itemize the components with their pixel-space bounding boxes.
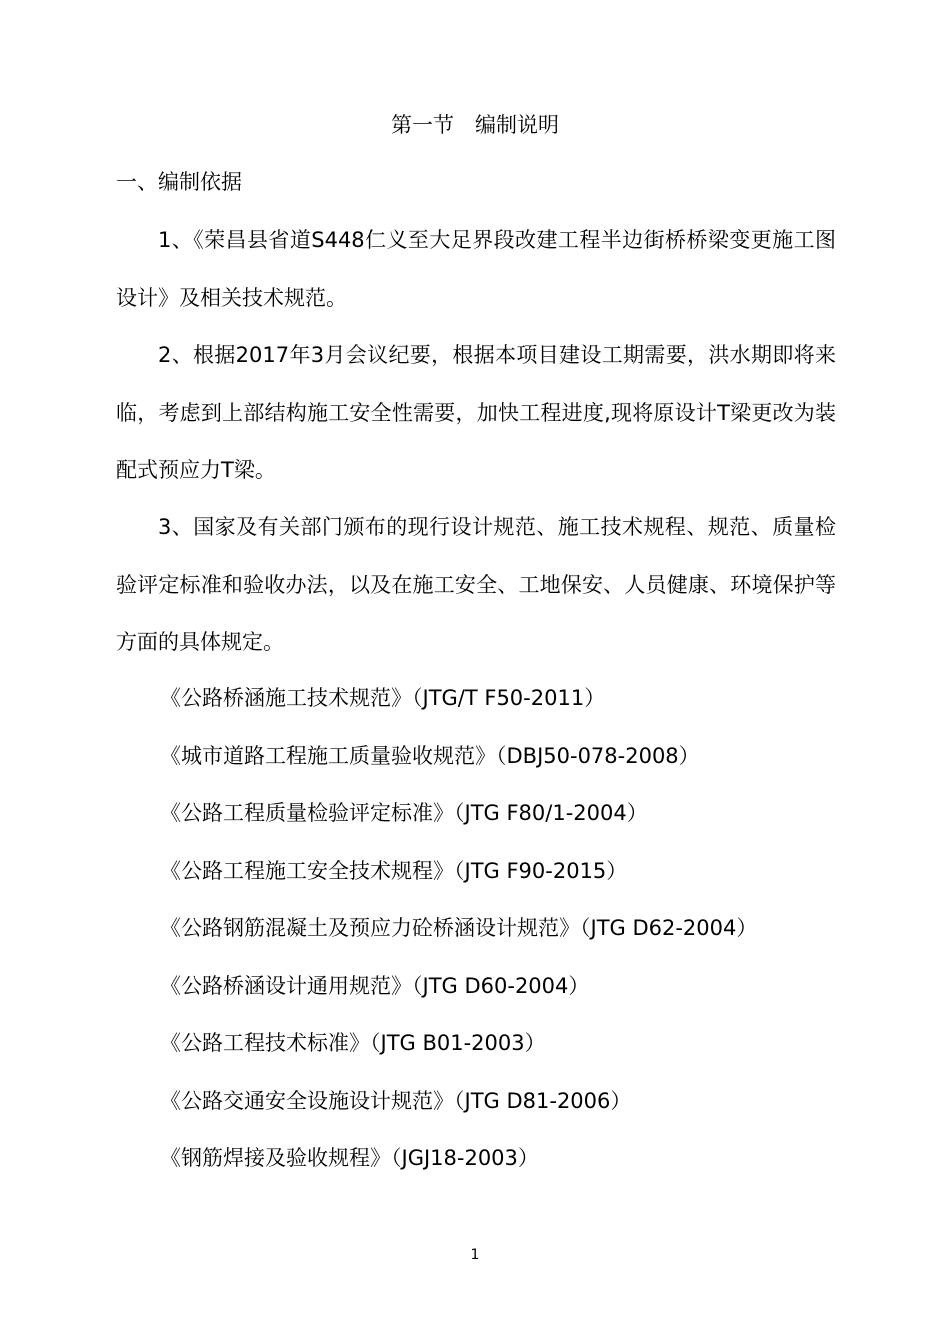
paragraph-2: 2、根据2017年3月会议纪要，根据本项目建设工期需要，洪水期即将来临，考虑到上部结构施工安全性需要，加快工程进度,现将原设计T梁更改为装配式预应力T梁。: [116, 343, 836, 482]
reference-item: 《公路交通安全设施设计规范》（JTG D81-2006）: [160, 1088, 632, 1113]
reference-item: 《公路钢筋混凝土及预应力砼桥涵设计规范》（JTG D62-2004）: [160, 916, 758, 940]
reference-item: 《公路桥涵设计通用规范》（JTG D60-2004）: [160, 973, 590, 998]
section-heading: 一、编制依据: [116, 170, 242, 194]
reference-list: [160, 670, 757, 1188]
reference-item: 《城市道路工程施工质量验收规范》（DBJ50-078-2008）: [160, 743, 700, 768]
section-title: 第一节 编制说明: [391, 113, 559, 137]
reference-item: 《公路桥涵施工技术规范》（JTG/T F50-2011）: [160, 686, 606, 710]
reference-item: 《公路工程质量检验评定标准》（JTG F80/1-2004）: [160, 801, 648, 825]
paragraph-1: 1、《荣昌县省道S448仁义至大足界段改建工程半边街桥桥梁变更施工图设计》及相关技术规范。: [116, 228, 836, 310]
page-number: 1: [470, 1247, 480, 1263]
reference-item: 《公路工程施工安全技术规程》（JTG F90-2015）: [160, 858, 628, 883]
reference-item: 《公路工程技术标准》（JTG B01-2003）: [160, 1031, 546, 1055]
reference-item: 《钢筋焊接及验收规程》（JGJ18-2003）: [160, 1146, 539, 1170]
paragraph-3: 3、国家及有关部门颁布的现行设计规范、施工技术规程、规范、质量检验评定标准和验收办法，以及在施工安全、工地保安、人员健康、环境保护等方面的具体规定。: [116, 515, 836, 654]
